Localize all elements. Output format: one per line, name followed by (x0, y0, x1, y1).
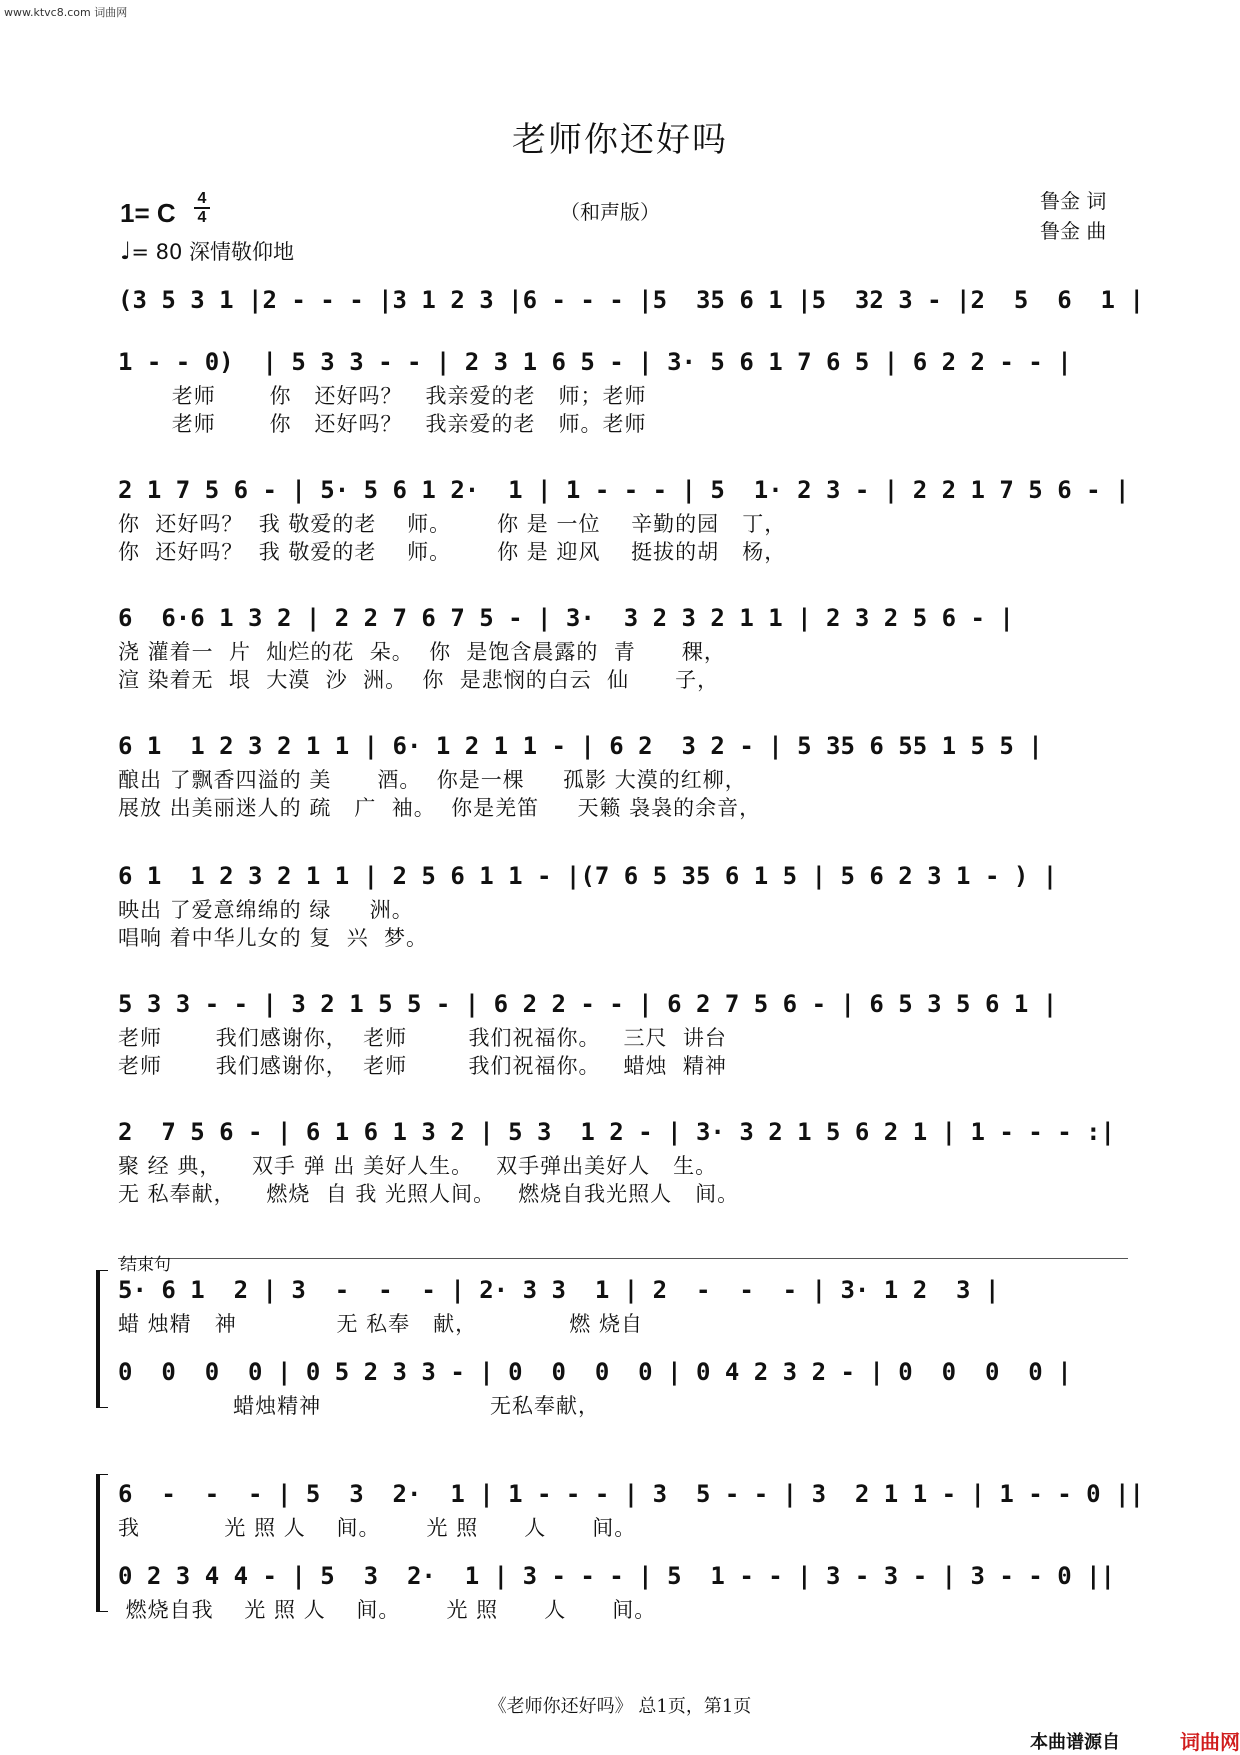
lyric-verse-1: 酿出 了飘香四溢的 美 酒。 你是一棵 孤影 大漠的红柳， (118, 768, 747, 792)
upper-voice-lyric: 蜡 烛精 神 无 私奉 献， 燃 烧自 (118, 1312, 643, 1336)
credits (1040, 186, 1106, 246)
lyric-verse-1: 映出 了爱意绵绵的 绿 洲。 (118, 898, 414, 922)
lyric-verse-2: 无 私奉献， 燃烧 自 我 光照人间。 燃烧自我光照人 间。 (118, 1182, 740, 1206)
notation-line: 6 1 1 2 3 2 1 1 | 6· 1 2 1 1 - | 6 2 3 2 - | 5 35 6 55 1 5 5 | (118, 732, 1043, 760)
system-brace (96, 1270, 108, 1408)
lyric-verse-1: 老师 你 还好吗？ 我亲爱的老 师；老师 (118, 384, 647, 408)
lyricist-credit: 鲁金 词 (1040, 189, 1107, 213)
ending-system-2 (118, 1474, 1144, 1624)
lyric-verse-1: 老师 我们感谢你， 老师 我们祝福你。 三尺 讲台 (118, 1026, 727, 1050)
upper-voice-lyric: 我 光 照 人 间。 光 照 人 间。 (118, 1516, 637, 1540)
notation-line: 6 6·6 1 3 2 | 2 2 7 6 7 5 - | 3· 3 2 3 2 1 1 | 2 3 2 5 6 - | (118, 604, 1014, 632)
lyric-verse-1: 聚 经 典， 双手 弹 出 美好人生。 双手弹出美好人 生。 (118, 1154, 718, 1178)
system-brace (96, 1474, 108, 1612)
lower-voice-notation: 0 0 0 0 | 0 5 2 3 3 - | 0 0 0 0 | 0 4 2 3 2 - | 0 0 0 0 | (118, 1358, 1072, 1386)
ending-system-1 (118, 1270, 1128, 1420)
lyric-verse-2: 老师 我们感谢你， 老师 我们祝福你。 蜡烛 精神 (118, 1054, 727, 1078)
tempo-text: = 80 深情敬仰地 (131, 240, 294, 264)
lower-voice-notation: 0 2 3 4 4 - | 5 3 2· 1 | 3 - - - | 5 1 - - | 3 - 3 - | 3 - - 0 || (118, 1562, 1115, 1590)
system-2 (118, 342, 1128, 438)
system-8 (118, 1112, 1128, 1208)
time-signature-bottom: 4 (197, 209, 207, 226)
lyric-verse-1: 你 还好吗？ 我 敬爱的老 师。 你 是 一位 辛勤的园 丁， (118, 512, 787, 536)
lyric-verse-1: 浇 灌着一 片 灿烂的花 朵。 你 是饱含晨露的 青 稞， (118, 640, 726, 664)
quarter-note-icon: ♩ (120, 237, 132, 265)
lyric-verse-2: 老师 你 还好吗？ 我亲爱的老 师。老师 (118, 412, 647, 436)
site-watermark: www.ktvc8.com 词曲网 (4, 6, 128, 19)
lyric-verse-2: 你 还好吗？ 我 敬爱的老 师。 你 是 迎风 挺拔的胡 杨， (118, 540, 787, 564)
source-label: 本曲谱源自 (1030, 1732, 1120, 1752)
lyric-verse-2: 唱响 着中华儿女的 复 兴 梦。 (118, 926, 429, 950)
time-signature-top: 4 (197, 190, 207, 207)
lyric-verse-2: 渲 染着无 垠 大漠 沙 洲。 你 是悲悯的白云 仙 子， (118, 668, 720, 692)
upper-voice-notation: 6 - - - | 5 3 2· 1 | 1 - - - | 3 5 - - | 3 2 1 1 - | 1 - - 0 || (118, 1480, 1144, 1508)
system-7 (118, 984, 1128, 1080)
notation-line: 5 3 3 - - | 3 2 1 5 5 - | 6 2 2 - - | 6 2 7 5 6 - | 6 5 3 5 6 1 | (118, 990, 1058, 1018)
composer-credit: 鲁金 曲 (1040, 219, 1107, 243)
upper-voice-notation: 5· 6 1 2 | 3 - - - | 2· 3 3 1 | 2 - - - | 3· 1 2 3 | (118, 1276, 1000, 1304)
site-logo[interactable]: 词曲网 (1180, 1732, 1240, 1754)
time-signature (194, 190, 210, 226)
song-title: 老师你还好吗 (512, 120, 728, 160)
ending-label: 结束句 (120, 1255, 171, 1275)
system-3 (118, 470, 1128, 566)
ending-bracket-line (118, 1258, 1128, 1259)
system-6 (118, 856, 1128, 952)
lyric-verse-2: 展放 出美丽迷人的 疏 广 袖。 你是羌笛 天籁 袅袅的余音， (118, 796, 762, 820)
key-signature: 1= C (120, 198, 176, 228)
system-5 (118, 726, 1128, 822)
notation-line: (3 5 3 1 |2 - - - |3 1 2 3 |6 - - - |5 35 6 1 |5 32 3 - |2 5 6 1 | (118, 286, 1144, 314)
lower-voice-lyric: 燃烧自我 光 照 人 间。 光 照 人 间。 (118, 1598, 657, 1622)
notation-line: 1 - - 0) | 5 3 3 - - | 2 3 1 6 5 - | 3· 5 6 1 7 6 5 | 6 2 2 - - | (118, 348, 1072, 376)
tempo-marking (120, 236, 294, 266)
notation-line: 2 1 7 5 6 - | 5· 5 6 1 2· 1 | 1 - - - | 5 1· 2 3 - | 2 2 1 7 5 6 - | (118, 476, 1130, 504)
system-4 (118, 598, 1128, 694)
notation-line: 2 7 5 6 - | 6 1 6 1 3 2 | 5 3 1 2 - | 3· 3 2 1 5 6 2 1 | 1 - - - :| (118, 1118, 1115, 1146)
page-footer: 《老师你还好吗》 总1页，第1页 (488, 1696, 752, 1717)
version-subtitle: （和声版） (560, 200, 660, 224)
notation-line: 6 1 1 2 3 2 1 1 | 2 5 6 1 1 - |(7 6 5 35 6 1 5 | 5 6 2 3 1 - ) | (118, 862, 1058, 890)
system-1 (118, 280, 1144, 320)
lower-voice-lyric: 蜡烛精神 无私奉献， (118, 1394, 600, 1418)
